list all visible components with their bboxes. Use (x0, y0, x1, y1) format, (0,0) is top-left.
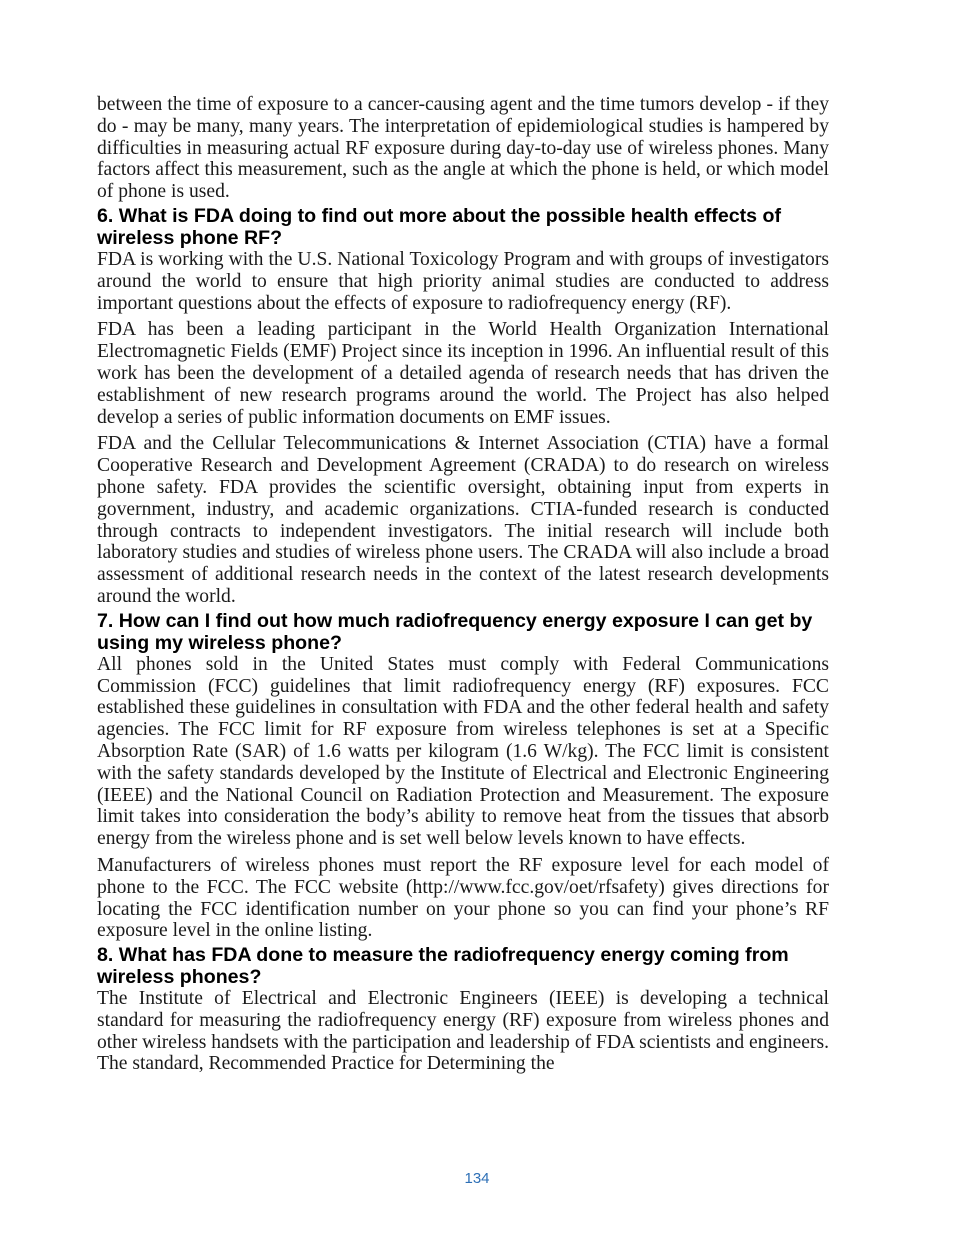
document-page (97, 94, 829, 1080)
paragraph-8a: The Institute of Electrical and Electronic Engineers (IEEE) is developing a technical standard for measuring the radiofrequency energy (RF) exposure from wireless phones and other wireless handsets with the participation and leadership of FDA scientists and engineers. The standard, Recommended Practice for Determining the (97, 988, 829, 1075)
paragraph-7a: All phones sold in the United States must comply with Federal Communications Commission (FCC) guidelines that limit radiofrequency energy (RF) exposures. FCC established these guidelines in consultation with FDA and the other federal health and safety agencies. The FCC limit for RF exposure from wireless telephones is set at a Specific Absorption Rate (SAR) of 1.6 watts per kilogram (1.6 W/kg). The FCC limit is consistent with the safety standards developed by the Institute of Electrical and Electronic Engineering (IEEE) and the National Council on Radiation Protection and Measurement. The exposure limit takes into consideration the body’s ability to remove heat from the tissues that absorb energy from the wireless phone and is set well below levels known to have effects. (97, 653, 829, 850)
paragraph-7b: Manufacturers of wireless phones must report the RF exposure level for each model of phone to the FCC. The FCC website (http://www.fcc.gov/oet/rfsafety) gives directions for locating the FCC identification number on your phone so you can find your phone’s RF exposure level in the online listing. (97, 854, 829, 942)
page-number: 134 (464, 1170, 490, 1187)
heading-question-8: 8. What has FDA done to measure the radiofrequency energy coming from wireless phones? (97, 944, 806, 989)
paragraph-6c: FDA and the Cellular Telecommunications & Internet Association (CTIA) have a formal Cooperative Research and Development Agreement (CRADA) to do research on wireless phone safety. FDA provides the scientific oversight, obtaining input from experts in government, industry, and academic organizations. CTIA-funded research is conducted through contracts to independent investigators. The initial research will include both laboratory studies and studies of wireless phone users. The CRADA will also include a broad assessment of additional research needs in the context of the latest research developments around the world. (97, 433, 829, 607)
paragraph-6b: FDA has been a leading participant in the World Health Organization International Electromagnetic Fields (EMF) Project since its inception in 1996. An influential result of this work has been the development of a detailed agenda of research needs that has driven the establishment of new research programs around the world. The Project has also helped develop a series of public information documents on EMF issues. (97, 319, 829, 428)
paragraph-6a: FDA is working with the U.S. National Toxicology Program and with groups of investigators around the world to ensure that high priority animal studies are conducted to address important questions about the effects of exposure to radiofrequency energy (RF). (97, 248, 829, 314)
heading-question-6: 6. What is FDA doing to find out more about the possible health effects of wireless phone RF? (97, 204, 781, 249)
paragraph-intro: between the time of exposure to a cancer-causing agent and the time tumors develop - if they do - may be many, many years. The interpretation of epidemiological studies is hampered by difficulties in measuring actual RF exposure during day-to-day use of wireless phones. Many factors affect this measurement, such as the angle at which the phone is held, or which model of phone is used. (97, 94, 829, 203)
heading-question-7: 7. How can I find out how much radiofrequency energy exposure I can get by using my wireless phone? (97, 609, 813, 654)
